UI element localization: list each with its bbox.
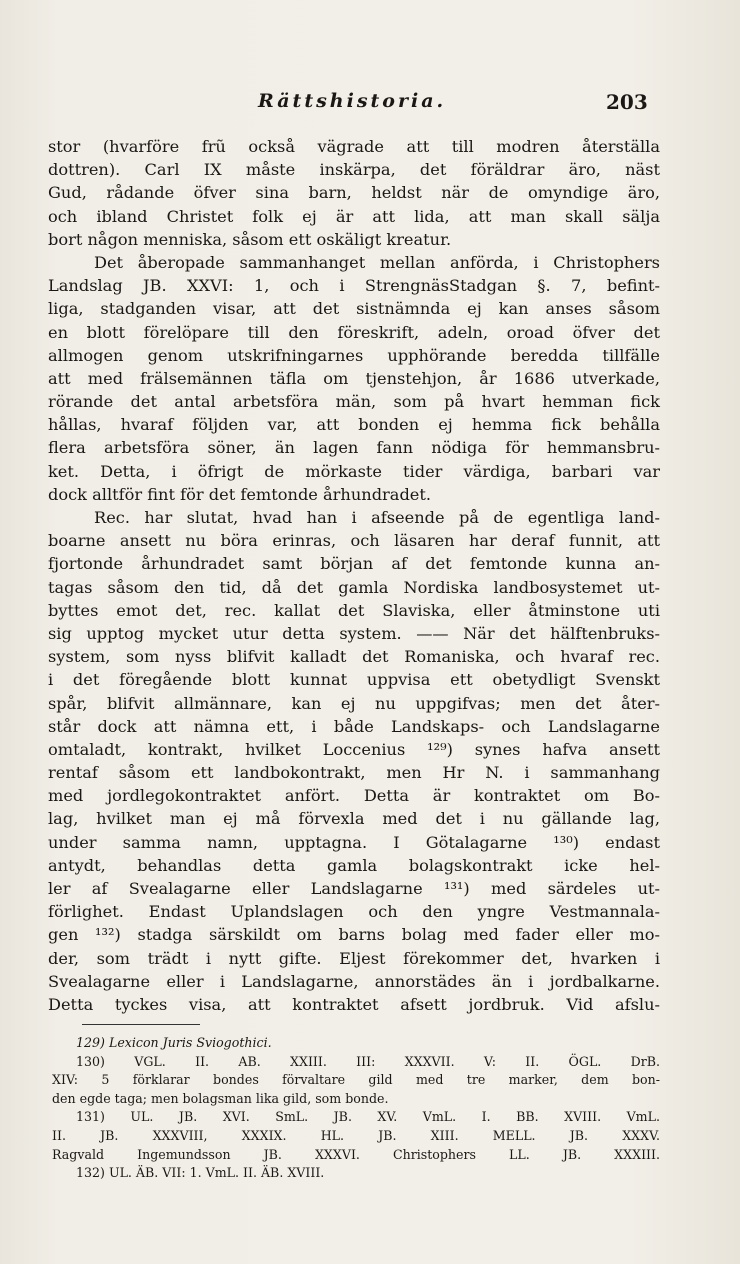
text-line: spår, blifvit allmännare, kan ej nu uppgifvas; men det åter- [48, 693, 660, 713]
footnotes [52, 1034, 660, 1183]
text-line: och ibland Christet folk ej är att lida, att man skall sälja [48, 206, 660, 226]
text-line: ket. Detta, i öfrigt de mörkaste tider värdiga, barbari var [48, 461, 660, 481]
footnote-line: 131) UL. JB. XVI. SmL. JB. XV. VmL. I. BB. XVIII. VmL. [76, 1109, 660, 1125]
text-line: boarne ansett nu böra erinras, och läsaren har deraf funnit, att [48, 531, 660, 551]
text-line: med jordlegokontraktet anfört. Detta är kontraktet om Bo- [48, 786, 660, 806]
text-line: bort någon menniska, såsom ett oskäligt kreatur. [48, 229, 452, 249]
running-title: Rättshistoria. [258, 90, 447, 112]
text-line: ler af Svealagarne eller Landslagarne ¹³¹) med särdeles ut- [48, 879, 660, 898]
text-line: Landslag JB. XXVI: 1, och i StrengnäsStadgan §. 7, befint- [48, 276, 660, 296]
text-line: omtaladt, kontrakt, hvilket Loccenius ¹²⁹) synes hafva ansett [48, 739, 660, 759]
footnote-line: II. JB. XXXVIII, XXXIX. HL. JB. XIII. MELL. JB. XXXV. [52, 1127, 660, 1143]
text-line: rentaf såsom ett landbokontrakt, men Hr N. i sammanhang [48, 763, 660, 783]
footnote-line: Ragvald Ingemundsson JB. XXXVI. Christophers LL. JB. XXXIII. [52, 1146, 660, 1162]
text-line: hållas, hvaraf följden var, att bonden ej hemma fick behålla [48, 415, 660, 435]
footnote-line: 129) Lexicon Juris Sviogothici. [76, 1035, 272, 1050]
footnote-line: den egde taga; men bolagsman lika gild, som bonde. [52, 1090, 389, 1106]
footnote-line: 130) VGL. II. AB. XXIII. III: XXXVII. V: II. ÖGL. DrB. [76, 1053, 660, 1069]
footnote-line: XIV: 5 förklarar bondes förvaltare gild med tre marker, dem bon- [52, 1072, 660, 1088]
text-line: lag, hvilket man ej må förvexla med det i nu gällande lag, [48, 809, 660, 829]
text-line: förlighet. Endast Uplandslagen och den yngre Vestmannala- [48, 902, 660, 922]
text-line: dock alltför fint för det femtonde århundradet. [48, 484, 432, 504]
text-line: gen ¹³²) stadga särskildt om barns bolag med fader eller mo- [48, 925, 660, 945]
text-line: Det åberopade sammanhanget mellan anförda, i Christophers [94, 252, 660, 272]
text-line: fjortonde århundradet samt början af det femtonde kunna an- [48, 554, 660, 574]
text-line: dottren). Carl IX måste inskärpa, det föräldrar äro, näst [48, 160, 660, 180]
footnote-line: 132) UL. ÄB. VII: 1. VmL. II. ÄB. XVIII. [76, 1165, 325, 1181]
text-line: en blott förelöpare till den föreskrift, adeln, oroad öfver det [48, 322, 660, 342]
text-line: system, som nyss blifvit kalladt det Romaniska, och hvaraf rec. [48, 647, 660, 667]
text-line: antydt, behandlas detta gamla bolagskontrakt icke hel- [48, 855, 660, 875]
page-header [0, 90, 740, 120]
text-line: stor (hvarföre frũ också vägrade att till modren återställa [48, 137, 660, 156]
text-line: flera arbetsföra söner, än lagen fann nödiga för hemmansbru- [48, 438, 660, 458]
text-line: der, som trädt i nytt gifte. Eljest förekommer det, hvarken i [48, 948, 660, 968]
text-line: allmogen genom utskrifningarnes upphörande beredda tillfälle [48, 345, 660, 365]
text-line: sig upptog mycket utur detta system. —— När det hälftenbruks- [48, 623, 660, 643]
text-line: rörande det antal arbetsföra män, som på hvart hemman fick [48, 392, 660, 412]
text-line: står dock att nämna ett, i både Landskaps- och Landslagarne [48, 716, 660, 736]
text-line: att med frälsemännen täfla om tjenstehjon, år 1686 utverkade, [48, 368, 660, 388]
text-line: byttes emot det, rec. kallat det Slaviska, eller åtminstone uti [48, 600, 660, 620]
footnote-divider [82, 1024, 200, 1025]
text-line: Detta tyckes visa, att kontraktet afsett jordbruk. Vid afslu- [48, 994, 660, 1014]
body-text [48, 135, 660, 1016]
page-number: 203 [606, 90, 648, 114]
text-line: tagas såsom den tid, då det gamla Nordiska landbosystemet ut- [48, 577, 660, 597]
text-line: liga, stadganden visar, att det sistnämnda ej kan anses såsom [48, 299, 660, 319]
text-line: i det föregående blott kunnat uppvisa ett obetydligt Svenskt [48, 670, 660, 690]
text-line: Gud, rådande öfver sina barn, heldst när de omyndige äro, [48, 183, 660, 203]
text-line: under samma namn, upptagna. I Götalagarne ¹³⁰) endast [48, 832, 660, 852]
text-line: Svealagarne eller i Landslagarne, annorstädes än i jordbalkarne. [48, 971, 660, 991]
text-line: Rec. har slutat, hvad han i afseende på de egentliga land- [94, 508, 660, 527]
